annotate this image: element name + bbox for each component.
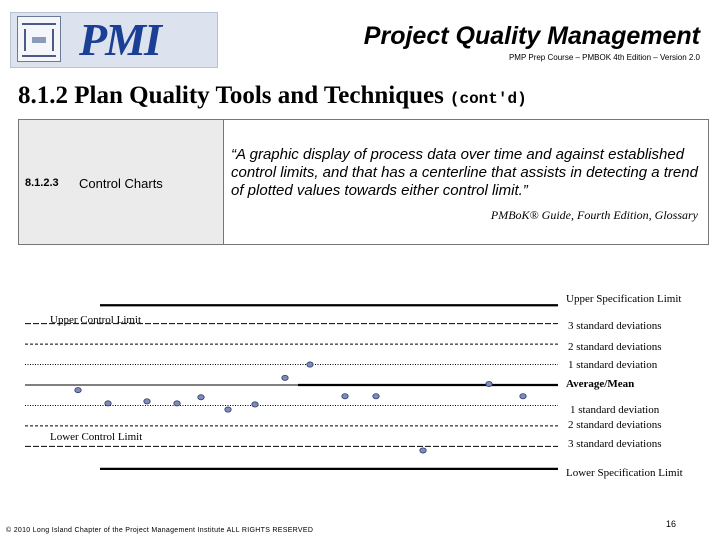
section-heading xyxy=(18,80,527,115)
data-point-12 xyxy=(420,448,426,453)
data-point-14 xyxy=(520,394,526,399)
definition-term-cell xyxy=(19,120,224,244)
data-points xyxy=(75,362,526,453)
mean-label: Average/Mean xyxy=(566,378,635,390)
logo-letters: PMI xyxy=(79,14,160,65)
section-name: Control Charts xyxy=(79,176,163,191)
sd3-lower-label: 3 standard deviations xyxy=(568,438,662,450)
data-point-6 xyxy=(225,407,231,412)
definition-quote: “A graphic display of process data over time and against established control limits, and that has a centerline that assists in detecting a trend of plotted values towards either control limit.” xyxy=(231,146,698,199)
definition-source: PMBoK® Guide, Fourth Edition, Glossary xyxy=(490,208,698,222)
section-number: 8.1.2.3 xyxy=(25,177,59,189)
heading-cont: (cont'd) xyxy=(449,90,527,108)
copyright-footer: © 2010 Long Island Chapter of the Project Management Institute ALL RIGHTS RESERVED xyxy=(6,527,314,534)
heading-main: 8.1.2 Plan Quality Tools and Techniques xyxy=(18,82,444,109)
sd2-lower-label: 2 standard deviations xyxy=(568,419,662,431)
lcl-label: Lower Control Limit xyxy=(50,431,143,443)
ucl-label: Upper Control Limit xyxy=(50,314,142,326)
data-point-9 xyxy=(307,362,313,367)
sd3-upper-label: 3 standard deviations xyxy=(568,320,662,332)
chapter-seal-icon xyxy=(17,16,61,62)
data-point-10 xyxy=(342,394,348,399)
data-point-7 xyxy=(252,402,258,407)
data-point-3 xyxy=(144,399,150,404)
definition-table xyxy=(18,119,709,245)
data-point-2 xyxy=(105,401,111,406)
sd1-upper-label: 1 standard deviation xyxy=(568,359,658,371)
data-point-5 xyxy=(198,395,204,400)
page-number: 16 xyxy=(666,519,677,529)
data-point-1 xyxy=(75,388,81,393)
data-point-11 xyxy=(373,394,379,399)
slide-subtitle: PMP Prep Course – PMBOK 4th Edition – Version 2.0 xyxy=(508,53,700,62)
pmi-logo xyxy=(10,12,218,68)
control-chart xyxy=(0,285,720,485)
sd2-upper-label: 2 standard deviations xyxy=(568,341,662,353)
sd1-lower-label: 1 standard deviation xyxy=(570,404,660,416)
data-point-8 xyxy=(282,375,288,380)
lsl-label: Lower Specification Limit xyxy=(566,467,683,479)
data-point-4 xyxy=(174,401,180,406)
reference-lines xyxy=(25,305,558,469)
data-point-13 xyxy=(486,381,492,386)
usl-label: Upper Specification Limit xyxy=(566,293,682,305)
slide-title: Project Quality Management xyxy=(363,22,700,50)
